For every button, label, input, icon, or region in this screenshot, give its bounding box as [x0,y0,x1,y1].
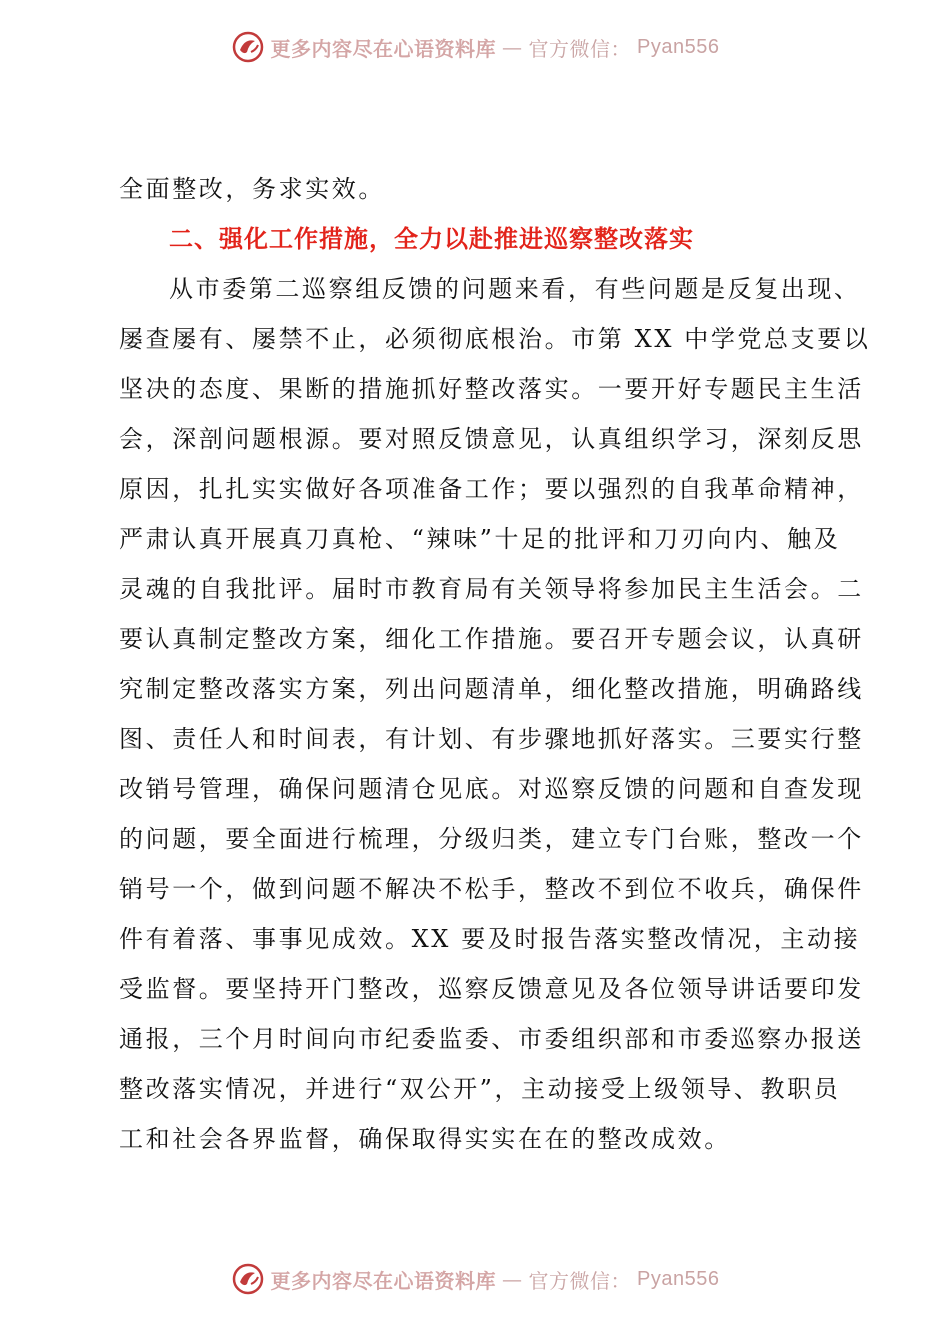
watermark-logo-icon [231,1262,265,1296]
section-heading: 二、强化工作措施，全力以赴推进巡察整改落实 [169,225,694,253]
paragraph-line: 件有着落、事事见成效。XX 要及时报告落实整改情况，主动接 [119,925,861,953]
paragraph-line: 受监督。要坚持开门整改，巡察反馈意见及各位领导讲话要印发 [119,975,864,1003]
watermark-wechat-id: Pyan556 [637,35,720,58]
paragraph-line: 从市委第二巡察组反馈的问题来看，有些问题是反复出现、 [169,275,861,303]
watermark-wechat-label: 官方微信： [528,36,632,61]
footer-watermark [0,1262,950,1296]
paragraph-line: 的问题，要全面进行梳理，分级归类，建立专门台账，整改一个 [119,825,864,853]
paragraph-line: 要认真制定整改方案，细化工作措施。要召开专题会议，认真研 [119,625,864,653]
watermark-separator: — [502,35,523,59]
paragraph-line: 严肃认真开展真刀真枪、“辣味”十足的批评和刀刃向内、触及 [119,525,841,553]
paragraph-line: 工和社会各界监督，确保取得实实在在的整改成效。 [119,1125,731,1153]
paragraph-line: 改销号管理，确保问题清仓见底。对巡察反馈的问题和自查发现 [119,775,864,803]
paragraph-line: 全面整改，务求实效。 [119,175,385,203]
paragraph-line: 图、责任人和时间表，有计划、有步骤地抓好落实。三要实行整 [119,725,864,753]
paragraph-line: 屡查屡有、屡禁不止，必须彻底根治。市第 XX 中学党总支要以 [119,325,871,353]
paragraph-line: 通报，三个月时间向市纪委监委、市委组织部和市委巡察办报送 [119,1025,864,1053]
paragraph-line: 会，深剖问题根源。要对照反馈意见，认真组织学习，深刻反思 [119,425,864,453]
watermark-brand: 更多内容尽在心语资料库 [270,36,497,61]
watermark-brand: 更多内容尽在心语资料库 [270,1268,497,1293]
document-body [119,164,871,1164]
paragraph-line: 整改落实情况，并进行“双公开”，主动接受上级领导、教职员 [119,1075,841,1103]
paragraph-line: 坚决的态度、果断的措施抓好整改落实。一要开好专题民主生活 [119,375,864,403]
header-watermark [0,30,950,64]
paragraph-line: 原因，扎扎实实做好各项准备工作；要以强烈的自我革命精神， [119,475,864,503]
watermark-wechat-label: 官方微信： [528,1268,632,1293]
paragraph-line: 销号一个，做到问题不解决不松手，整改不到位不收兵，确保件 [119,875,864,903]
paragraph-line: 究制定整改落实方案，列出问题清单，细化整改措施，明确路线 [119,675,864,703]
watermark-logo-icon [231,30,265,64]
paragraph-line: 灵魂的自我批评。届时市教育局有关领导将参加民主生活会。二 [119,575,864,603]
watermark-separator: — [502,1267,523,1291]
watermark-wechat-id: Pyan556 [637,1267,720,1290]
